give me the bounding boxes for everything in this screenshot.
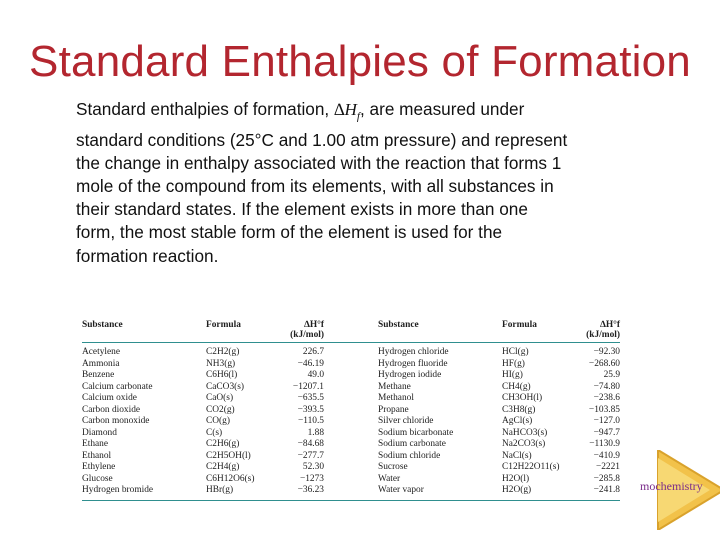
table-row bbox=[82, 439, 620, 451]
cell-value: 25.9 bbox=[603, 370, 620, 380]
cell-value: −410.9 bbox=[593, 450, 620, 461]
cell-value: −103.85 bbox=[588, 404, 620, 415]
table-row bbox=[82, 474, 620, 486]
cell-formula: HCl(g) bbox=[502, 347, 529, 357]
body-line-1 bbox=[76, 98, 676, 129]
cell-formula: NaHCO3(s) bbox=[502, 427, 548, 438]
cell-value: −2221 bbox=[595, 462, 620, 472]
table-row bbox=[82, 405, 620, 417]
cell-formula: CaCO3(s) bbox=[206, 381, 245, 392]
cell-formula: AgCl(s) bbox=[502, 416, 533, 426]
cell-formula: C2H2(g) bbox=[206, 347, 240, 357]
table-header bbox=[82, 320, 620, 343]
cell-substance: Hydrogen chloride bbox=[378, 347, 449, 357]
cell-substance: Methane bbox=[378, 381, 411, 392]
cell-value: 1.88 bbox=[307, 427, 324, 438]
body-line-6: form, the most stable form of the element is used for the bbox=[76, 222, 503, 243]
cell-value: −36.23 bbox=[297, 485, 324, 495]
header-value: ∆H°f (kJ/mol) bbox=[290, 320, 324, 340]
cell-formula: C2H4(g) bbox=[206, 462, 240, 472]
cell-substance: Ethane bbox=[82, 439, 109, 449]
body-line-2: standard conditions (25°C and 1.00 atm pressure) and represent bbox=[76, 129, 568, 150]
cell-substance: Propane bbox=[378, 404, 409, 415]
table-row bbox=[82, 416, 620, 428]
cell-formula: NaCl(s) bbox=[502, 450, 532, 461]
cell-formula: C(s) bbox=[206, 427, 223, 438]
table-row bbox=[82, 382, 620, 394]
cell-value: −277.7 bbox=[297, 450, 324, 461]
cell-substance: Ethylene bbox=[82, 462, 116, 472]
header-substance-right: Substance bbox=[378, 320, 419, 330]
cell-value: −110.5 bbox=[297, 416, 324, 426]
cell-formula: HF(g) bbox=[502, 358, 525, 369]
cell-substance: Ethanol bbox=[82, 450, 112, 461]
cell-substance: Silver chloride bbox=[378, 416, 434, 426]
cell-value: 226.7 bbox=[302, 347, 324, 357]
cell-value: −84.68 bbox=[297, 439, 324, 449]
enthalpy-table bbox=[82, 320, 620, 501]
cell-value: −947.7 bbox=[593, 427, 620, 438]
table-row bbox=[82, 462, 620, 474]
cell-formula: CO2(g) bbox=[206, 404, 235, 415]
cell-substance: Sodium chloride bbox=[378, 450, 441, 461]
cell-substance: Glucose bbox=[82, 473, 113, 484]
body-line-4: mole of the compound from its elements, with all substances in bbox=[76, 176, 554, 197]
table-row bbox=[82, 451, 620, 463]
cell-value: −1273 bbox=[299, 473, 324, 484]
cell-formula: CH4(g) bbox=[502, 381, 531, 392]
cell-formula: C6H6(l) bbox=[206, 370, 238, 380]
chapter-label: mochemistry bbox=[640, 479, 703, 493]
body-line-5: their standard states. If the element exists in more than one bbox=[76, 199, 528, 220]
body-line-7: formation reaction. bbox=[76, 245, 219, 266]
cell-substance: Acetylene bbox=[82, 347, 120, 357]
cell-formula: NH3(g) bbox=[206, 358, 236, 369]
table-row bbox=[82, 428, 620, 440]
cell-substance: Benzene bbox=[82, 370, 115, 380]
header-formula: Formula bbox=[206, 320, 241, 330]
cell-formula: C2H6(g) bbox=[206, 439, 240, 449]
cell-value: −393.5 bbox=[297, 404, 324, 415]
cell-formula: C6H12O6(s) bbox=[206, 473, 255, 484]
slide-title: Standard Enthalpies of Formation bbox=[29, 37, 691, 86]
cell-formula: CO(g) bbox=[206, 416, 230, 426]
cell-formula: C12H22O11(s) bbox=[502, 462, 560, 472]
table-row bbox=[82, 370, 620, 382]
cell-value: −268.60 bbox=[588, 358, 620, 369]
table-row bbox=[82, 359, 620, 371]
cell-substance: Water vapor bbox=[378, 485, 424, 495]
cell-substance: Hydrogen bromide bbox=[82, 485, 154, 495]
cell-value: −46.19 bbox=[297, 358, 324, 369]
cell-value: −92.30 bbox=[593, 347, 620, 357]
cell-formula: CH3OH(l) bbox=[502, 393, 543, 403]
cell-formula: H2O(g) bbox=[502, 485, 532, 495]
cell-substance: Carbon monoxide bbox=[82, 416, 150, 426]
cell-substance: Carbon dioxide bbox=[82, 404, 141, 415]
cell-value: 49.0 bbox=[307, 370, 324, 380]
cell-formula: Na2CO3(s) bbox=[502, 439, 546, 449]
cell-formula: H2O(l) bbox=[502, 473, 530, 484]
cell-value: −285.8 bbox=[593, 473, 620, 484]
cell-value: −238.6 bbox=[593, 393, 620, 403]
table-row bbox=[82, 347, 620, 359]
cell-formula: C2H5OH(l) bbox=[206, 450, 251, 461]
table-row bbox=[82, 393, 620, 405]
cell-formula: C3H8(g) bbox=[502, 404, 536, 415]
cell-formula: HI(g) bbox=[502, 370, 523, 380]
cell-value: −127.0 bbox=[593, 416, 620, 426]
cell-substance: Diamond bbox=[82, 427, 117, 438]
cell-substance: Hydrogen fluoride bbox=[378, 358, 448, 369]
cell-substance: Water bbox=[378, 473, 401, 484]
header-substance: Substance bbox=[82, 320, 123, 330]
body-line-3: the change in enthalpy associated with the reaction that forms 1 bbox=[76, 152, 562, 173]
table-body bbox=[82, 343, 620, 501]
body-line-1-post: , are measured under bbox=[359, 99, 525, 119]
cell-value: −74.80 bbox=[593, 381, 620, 392]
cell-substance: Sodium carbonate bbox=[378, 439, 446, 449]
cell-value: −635.5 bbox=[297, 393, 324, 403]
cell-formula: CaO(s) bbox=[206, 393, 234, 403]
body-paragraph bbox=[76, 98, 676, 268]
cell-substance: Sodium bicarbonate bbox=[378, 427, 454, 438]
cell-formula: HBr(g) bbox=[206, 485, 234, 495]
cell-value: −1130.9 bbox=[589, 439, 620, 449]
cell-substance: Hydrogen iodide bbox=[378, 370, 442, 380]
cell-substance: Calcium oxide bbox=[82, 393, 137, 403]
cell-substance: Calcium carbonate bbox=[82, 381, 153, 392]
table-row bbox=[82, 485, 620, 497]
body-line-1-pre: Standard enthalpies of formation, bbox=[76, 99, 334, 119]
cell-substance: Methanol bbox=[378, 393, 414, 403]
cell-value: 52.30 bbox=[302, 462, 324, 472]
cell-substance: Ammonia bbox=[82, 358, 120, 369]
cell-value: −241.8 bbox=[593, 485, 620, 495]
header-value-right: ∆H°f (kJ/mol) bbox=[586, 320, 620, 340]
header-formula-right: Formula bbox=[502, 320, 537, 330]
cell-substance: Sucrose bbox=[378, 462, 408, 472]
enthalpy-symbol: $\Delta H_f$ bbox=[333, 100, 360, 123]
cell-value: −1207.1 bbox=[292, 381, 324, 392]
